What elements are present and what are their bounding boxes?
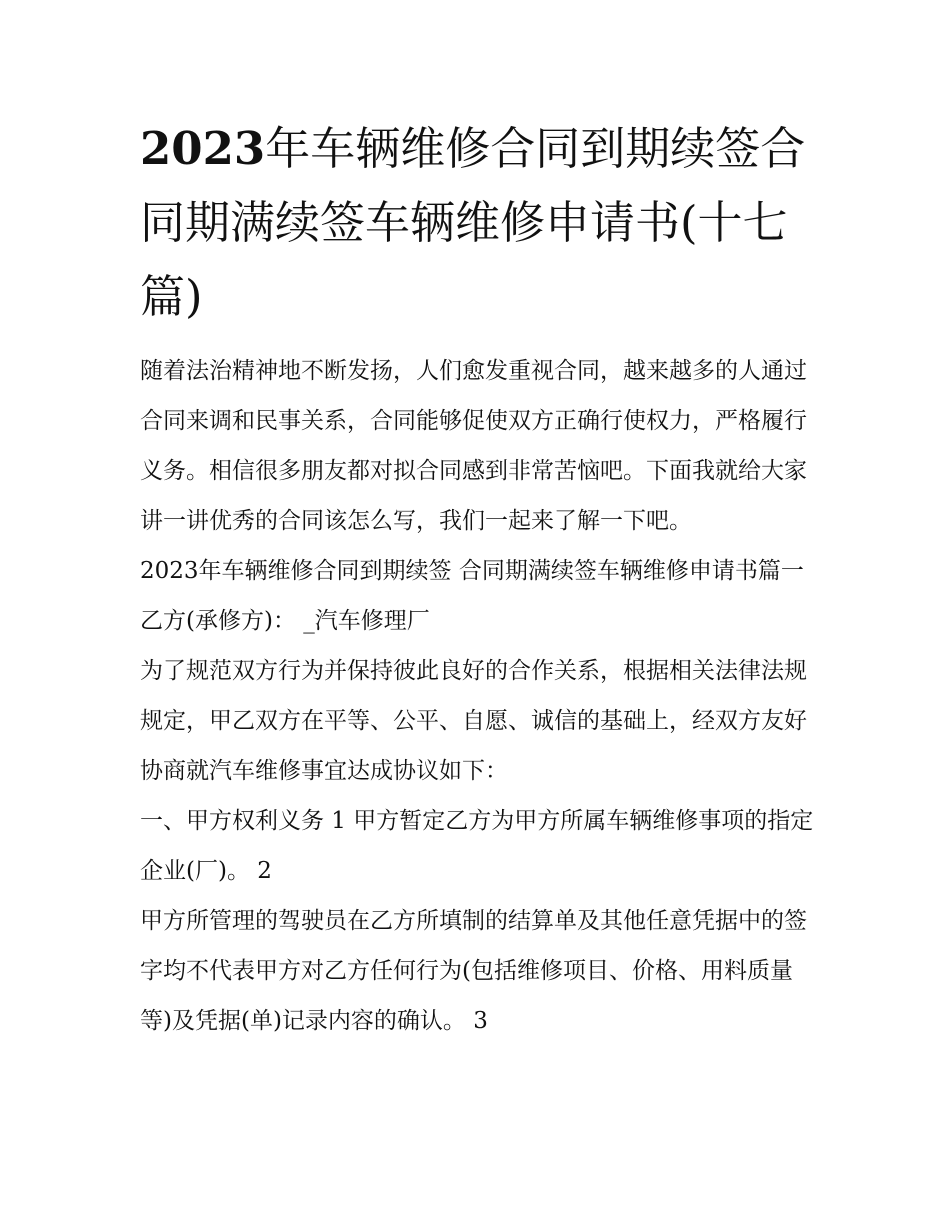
- title-year: 2023: [140, 122, 266, 175]
- section-heading-paragraph: 2023年车辆维修合同到期续签 合同期满续签车辆维修申请书篇一 乙方(承修方)： _汽车修理厂: [140, 558, 804, 634]
- document-page: [140, 112, 820, 1046]
- purpose-paragraph: 为了规范双方行为并保持彼此良好的合作关系，根据相关法律法规规定，甲乙双方在平等、公平、自愿、诚信的基础上，经双方友好协商就汽车维修事宜达成协议如下：: [140, 658, 807, 784]
- party-a-rights-paragraph: 一、甲方权利义务 1 甲方暂定乙方为甲方所属车辆维修事项的指定企业(厂)。 2: [140, 808, 814, 884]
- title-text: 年车辆维修合同到期续签合同期满续签车辆维修申请书(十七篇): [140, 122, 806, 323]
- document-title: [140, 112, 820, 334]
- signature-clause-paragraph: 甲方所管理的驾驶员在乙方所填制的结算单及其他任意凭据中的签字均不代表甲方对乙方任何行为(包括维修项目、价格、用料质量等)及凭据(单)记录内容的确认。 3: [140, 908, 807, 1034]
- intro-paragraph: 随着法治精神地不断发扬，人们愈发重视合同，越来越多的人通过合同来调和民事关系，合同能够促使双方正确行使权力，严格履行义务。相信很多朋友都对拟合同感到非常苦恼吧。下面我就给大家讲一讲优秀的合同该怎么写，我们一起来了解一下吧。: [140, 358, 807, 534]
